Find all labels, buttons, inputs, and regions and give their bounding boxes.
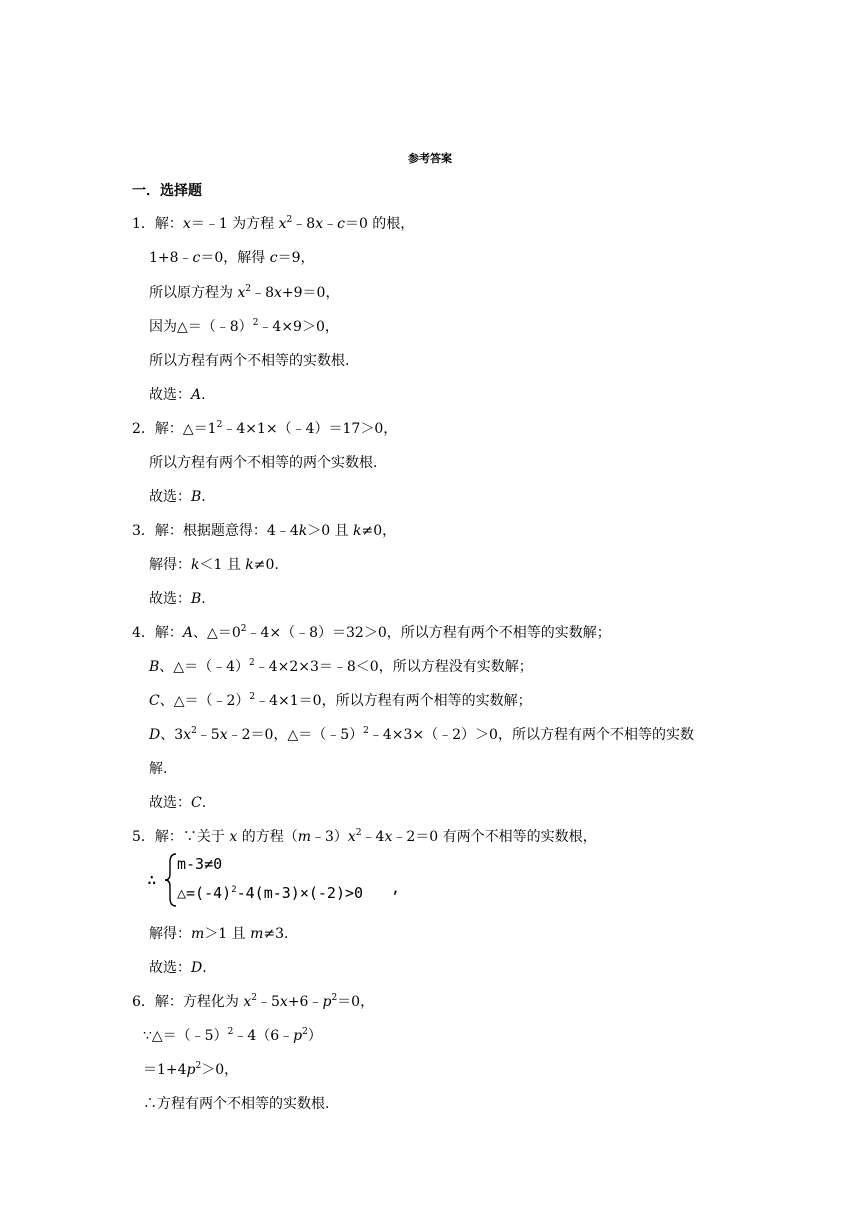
condition-1: m-3≠0 [177,855,223,873]
q1-line-4: 因为△＝（﹣8）$^2$﹣4×9＞0， [149,318,339,335]
condition-2: $\triangle=(-4)^2-4(m-3)\times(-2)>0$ [177,884,364,902]
page-title: 参考答案 [408,152,452,165]
q1-line-2: 1+8﹣c＝0，解得 c＝9， [149,250,315,266]
q2-line-1: 2．解：$\triangle=1^2﹣4\times 1\times(﹣4)=17>0$， [132,420,398,437]
condition-comma: , [391,879,401,897]
q2-answer: 故选：B. [149,489,206,505]
q6-line-2: $\because\triangle=(﹣5)^2﹣4(6﹣p^2)$ [143,1027,322,1044]
q4-line-2: B、△＝（﹣4）$^2$﹣4×2×3＝﹣8＜0，所以方程没有实数解； [149,658,533,675]
q6-line-4: ∴方程有两个不相等的实数根. [143,1096,330,1112]
q4-answer: 故选：C. [149,795,207,811]
q5-answer: 故选：D. [149,960,207,976]
therefore-symbol: ∴ [147,870,157,889]
q4-line-1: 4．解：A、$\triangle=0^2﹣4\times(﹣8)=32>0$，所以方程有两个不相等的实数解； [132,624,611,641]
q1-line-5: 所以方程有两个不相等的实数根. [149,353,350,369]
q6-line-1: 6．解：方程化为 $x^2﹣5x+6﹣p^2=0$， [132,993,375,1010]
q2-line-2: 所以方程有两个不相等的两个实数根. [149,455,378,471]
q3-answer: 故选：B. [149,591,206,607]
q6-line-3: $=1+4p^2>0$， [143,1061,239,1078]
q5-line-3: 解得：m＞1 且 m≠3. [149,926,289,942]
q4-line-4: D、$3x^2﹣5x﹣2=0$，△＝（﹣5）$^2$﹣4×3×（﹣2）＞0，所以方程有两个不相等的实数 [149,726,694,743]
q3-line-1: 3．解：根据题意得：4﹣4k＞0 且 k≠0， [132,523,397,539]
q5-line-1: 5．解：∵关于 x 的方程$(m﹣3)x^2﹣4x﹣2=0$ 有两个不相等的实数根， [132,828,597,845]
q1-line-1: 1．解：x＝﹣1 为方程 $x^2﹣8x﹣c=0$ 的根， [132,215,415,232]
q1-answer: 故选：A. [149,387,206,403]
q4-line-3: C、△＝（﹣2）$^2$﹣4×1＝0，所以方程有两个相等的实数解； [149,692,532,709]
q3-line-2: 解得：k＜1 且 k≠0. [149,557,279,573]
q4-line-5: 解. [149,761,168,777]
section-heading: 一．选择题 [132,183,202,199]
condition-system [147,852,407,908]
q1-line-3: 所以原方程为 $x^2﹣8x+9=0$， [149,284,340,301]
